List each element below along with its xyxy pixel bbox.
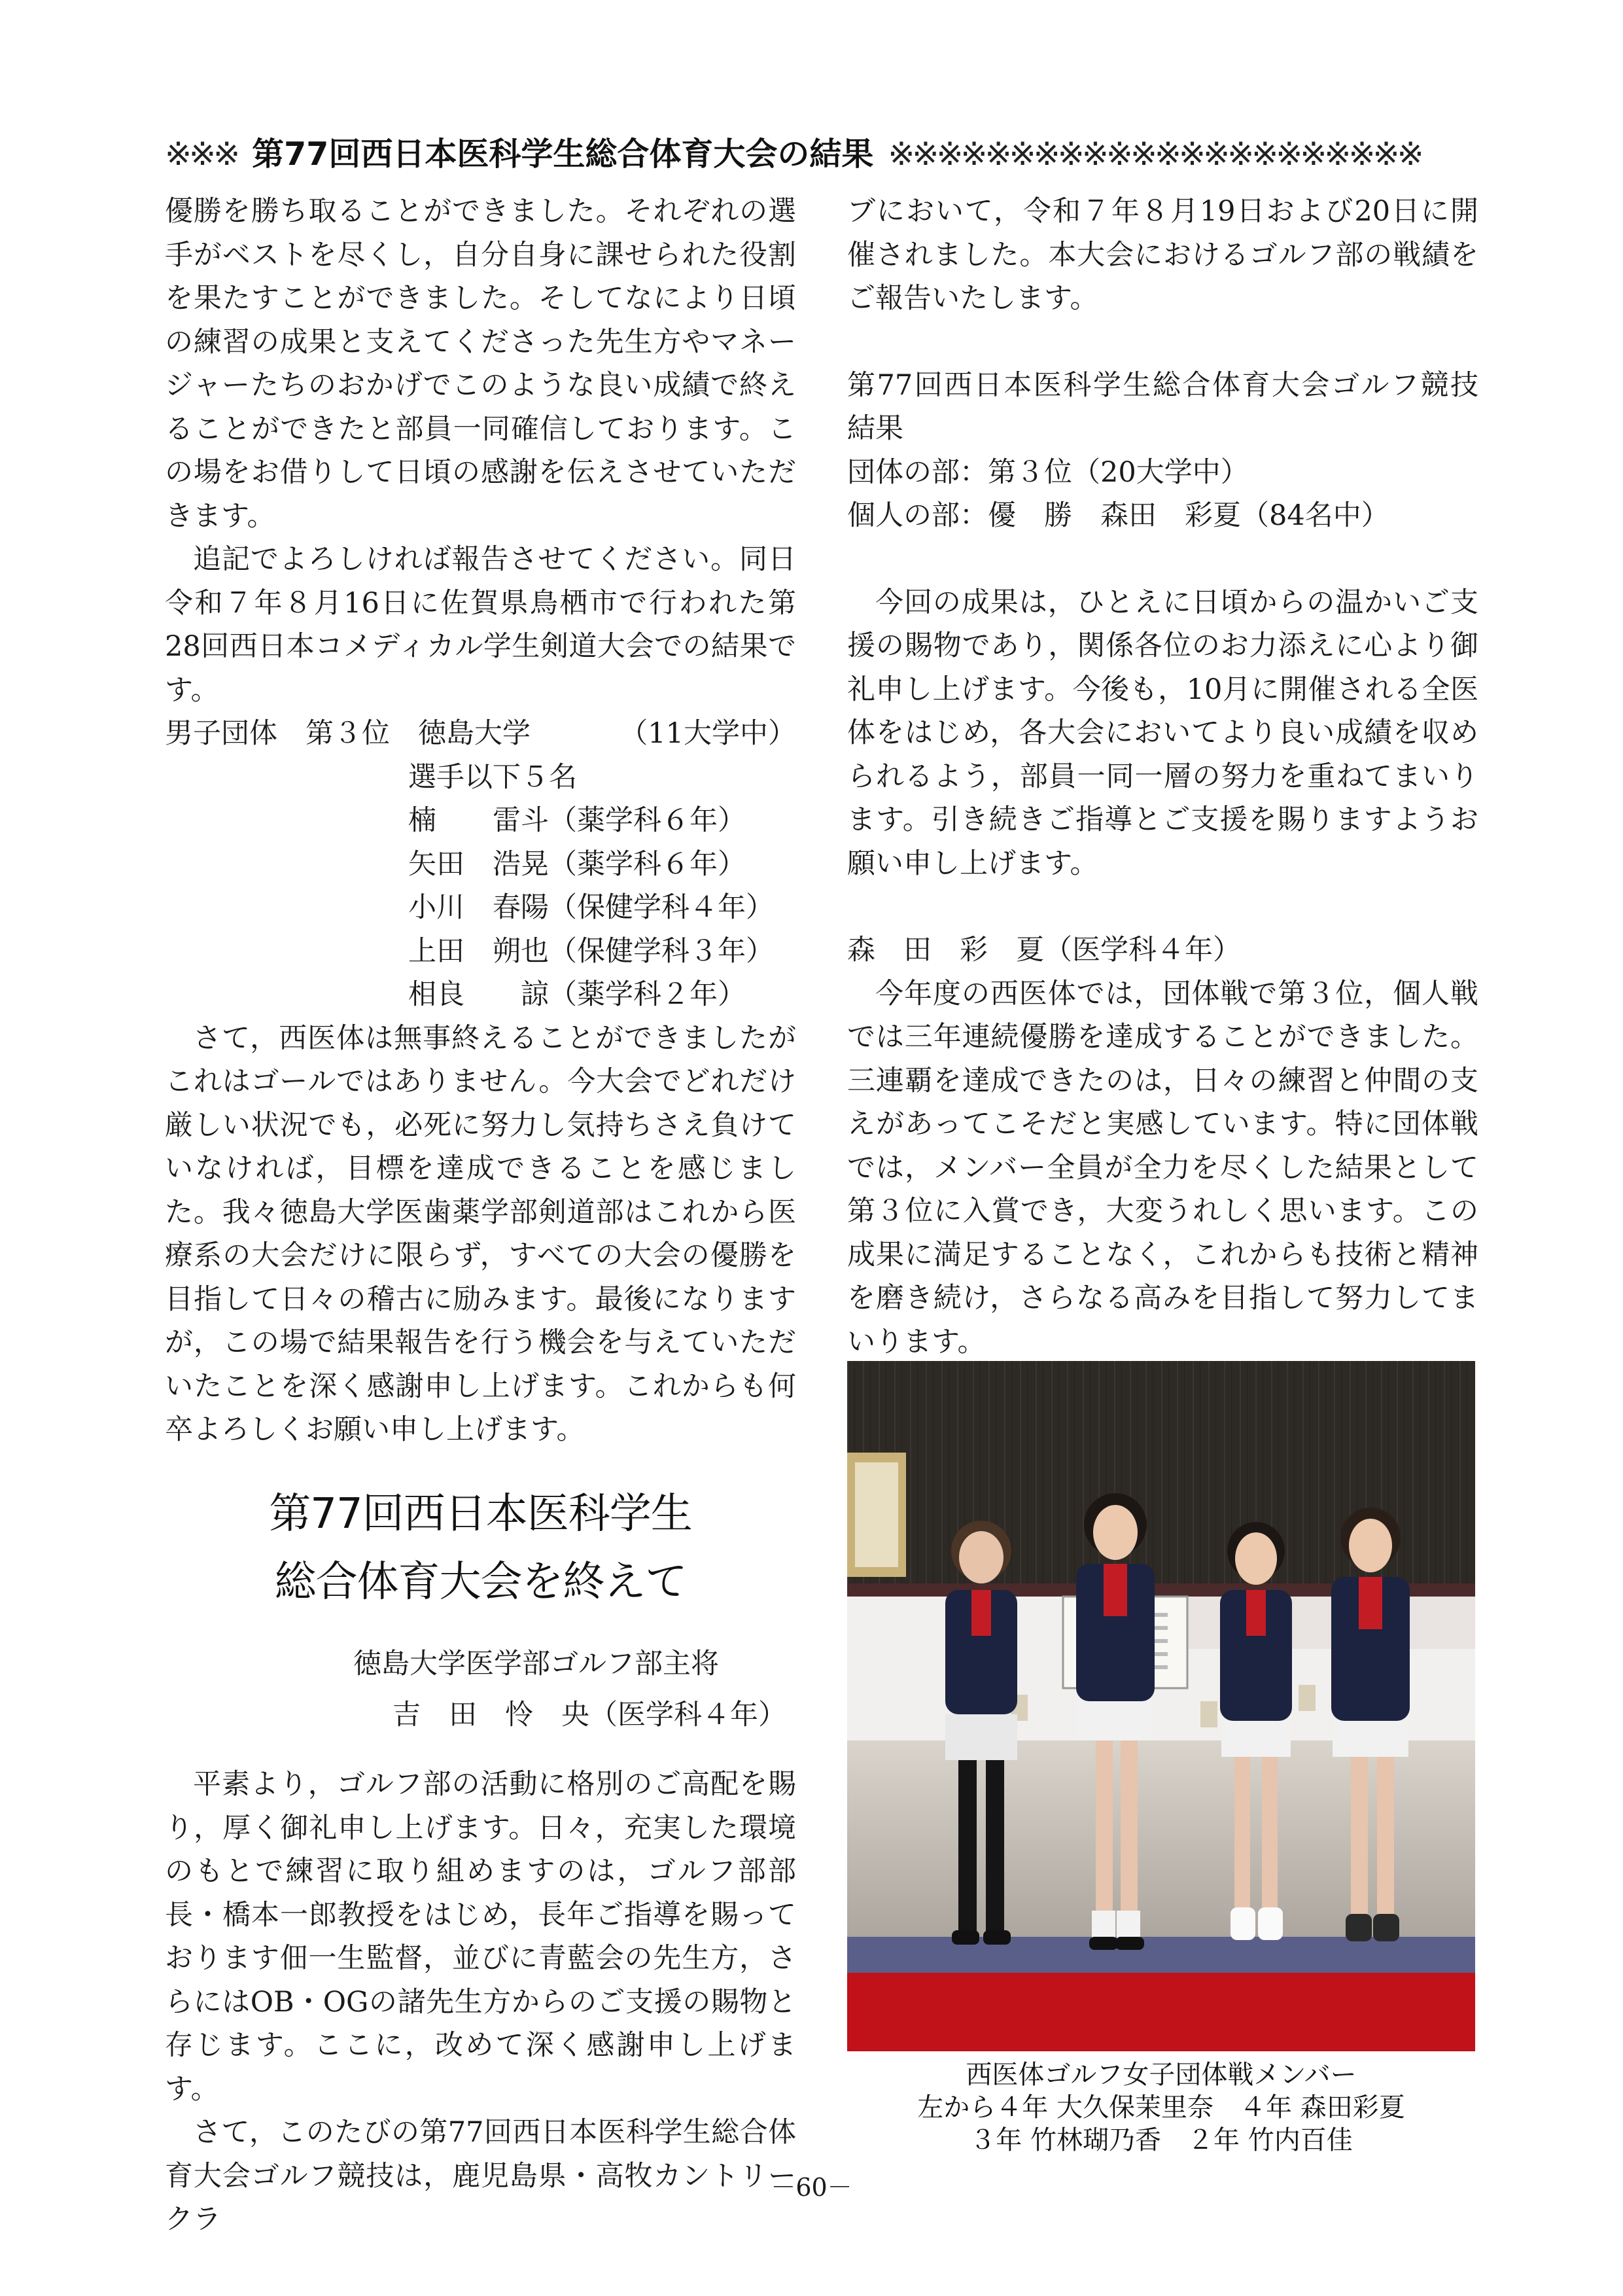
author-affiliation: 徳島大学医学部ゴルフ部主将	[353, 1648, 719, 1680]
golf-paragraph-1: 平素より，ゴルフ部の活動に格別のご高配を賜り，厚く御礼申し上げます。日々，充実した環境のもとで練習に取り組めますのは，ゴルフ部部長・橋本一郎教授をはじめ，長年ご指導を賜っております佃一生監督，並びに青藍会の先生方，さらにはOB・OGの諸先生方からのご支援の賜物と存じます。ここに，改めて深く感謝申し上げます。	[165, 1768, 796, 2106]
golf-paragraph-3: 今回の成果は，ひとえに日頃からの温かいご支援の賜物であり，関係各位のお力添えに心より御礼申し上げます。今後も，10月に開催される全医体をはじめ，各大会においてより良い成績を収められるよう，部員一同一層の努力を重ねてまいります。引き続きご指導とご支援を賜りますようお願い申し上げます。	[847, 586, 1478, 880]
header-pattern-right: ※※※※※※※※※※※※※※※※※※※※※※	[888, 135, 1422, 173]
second-author-name: 森 田 彩 夏（医学科４年）	[847, 934, 1241, 966]
golf-paragraph-2: さて，このたびの第77回西日本医科学生総合体育大会ゴルフ競技は，鹿児島県・高牧カントリークラ	[165, 2116, 796, 2236]
article-title-line-1: 第77回西日本医科学生	[269, 1490, 692, 1538]
right-column	[847, 190, 1507, 1364]
members-heading: 選手以下５名	[408, 760, 577, 794]
individual-result: 個人の部：優 勝 森田 彩夏（84名中）	[847, 499, 1389, 532]
kendo-paragraph-3: さて，西医体は無事終えることができましたがこれはゴールではありません。今大会でどれだけ厳しい状況でも，必死に努力し気持ちさえ負けていなければ，目標を達成できることを感じました。我々徳島大学医歯薬学部剣道部はこれから医療系の大会だけに限らず，すべての大会の優勝を目指して日々の稽古に励みます。最後になりますが，この場で結果報告を行う機会を与えていただいたことを深く感謝申し上げます。これからも何卒よろしくお願い申し上げます。	[165, 1021, 796, 1446]
kendo-result-line	[165, 712, 796, 756]
kendo-paragraph-1: 優勝を勝ち取ることができました。それぞれの選手がベストを尽くし，自分自身に課せられた役割を果たすことができました。そしてなにより日頃の練習の成果と支えてくださった先生方やマネージャーたちのおかげでこのような良い成績で終えることができたと部員一同確信しております。この場をお借りして日頃の感謝を伝えさせていただきます。	[165, 195, 796, 533]
section-title: 第77回西日本医科学生総合体育大会の結果	[252, 135, 874, 173]
caption-line-2: 左から４年 大久保茉里奈 ４年 森田彩夏	[917, 2093, 1405, 2123]
golf-paragraph-4: 今年度の西医体では，団体戦で第３位，個人戦では三年連続優勝を達成することができました。三連覇を達成できたのは，日々の練習と仲間の支えがあってこそだと実感しています。特に団体戦では，メンバー全員が全力を尽くした結果として第３位に入賞でき，大変うれしく思います。この成果に満足することなく，これからも技術と精神を磨き続け，さらなる高みを目指して努力してまいります。	[847, 977, 1478, 1358]
page-number: －60－	[771, 2173, 852, 2202]
kendo-paragraph-2: 追記でよろしければ報告させてください。同日令和７年８月16日に佐賀県鳥栖市で行われた第28回西日本コメディカル学生剣道大会での結果です。	[165, 543, 796, 707]
section-header	[165, 130, 1472, 179]
member-item: 矢田 浩晃（薬学科６年）	[408, 847, 746, 881]
team-photo	[847, 1361, 1475, 2051]
header-pattern-left: ※※※	[165, 135, 238, 173]
member-item: 相良 諒（薬学科２年）	[408, 978, 746, 1011]
article-title-line-2: 総合体育大会を終えて	[274, 1558, 687, 1606]
caption-line-3: ３年 竹林瑚乃香 ２年 竹内百佳	[969, 2125, 1353, 2155]
photo-caption	[847, 2058, 1475, 2157]
article-body-left	[165, 1763, 796, 2242]
member-item: 上田 朔也（保健学科３年）	[408, 934, 774, 968]
team-result: 団体の部：第３位（20大学中）	[847, 455, 1249, 489]
author-name: 吉 田 怜 央（医学科４年）	[393, 1699, 786, 1731]
left-column	[165, 190, 796, 1452]
results-title: 第77回西日本医科学生総合体育大会ゴルフ競技 結果	[847, 368, 1507, 445]
member-item: 楠 雷斗（薬学科６年）	[408, 804, 746, 837]
caption-line-1: 西医体ゴルフ女子団体戦メンバー	[966, 2060, 1357, 2090]
kendo-result-text: 男子団体 第３位 徳島大学	[165, 717, 531, 750]
golf-paragraph-continued: ブにおいて，令和７年８月19日および20日に開催されました。本大会におけるゴルフ部の戦績をご報告いたします。	[847, 195, 1478, 315]
member-item: 小川 春陽（保健学科４年）	[408, 891, 774, 924]
article-title	[165, 1480, 796, 1616]
kendo-result-count: （11大学中）	[620, 717, 796, 750]
